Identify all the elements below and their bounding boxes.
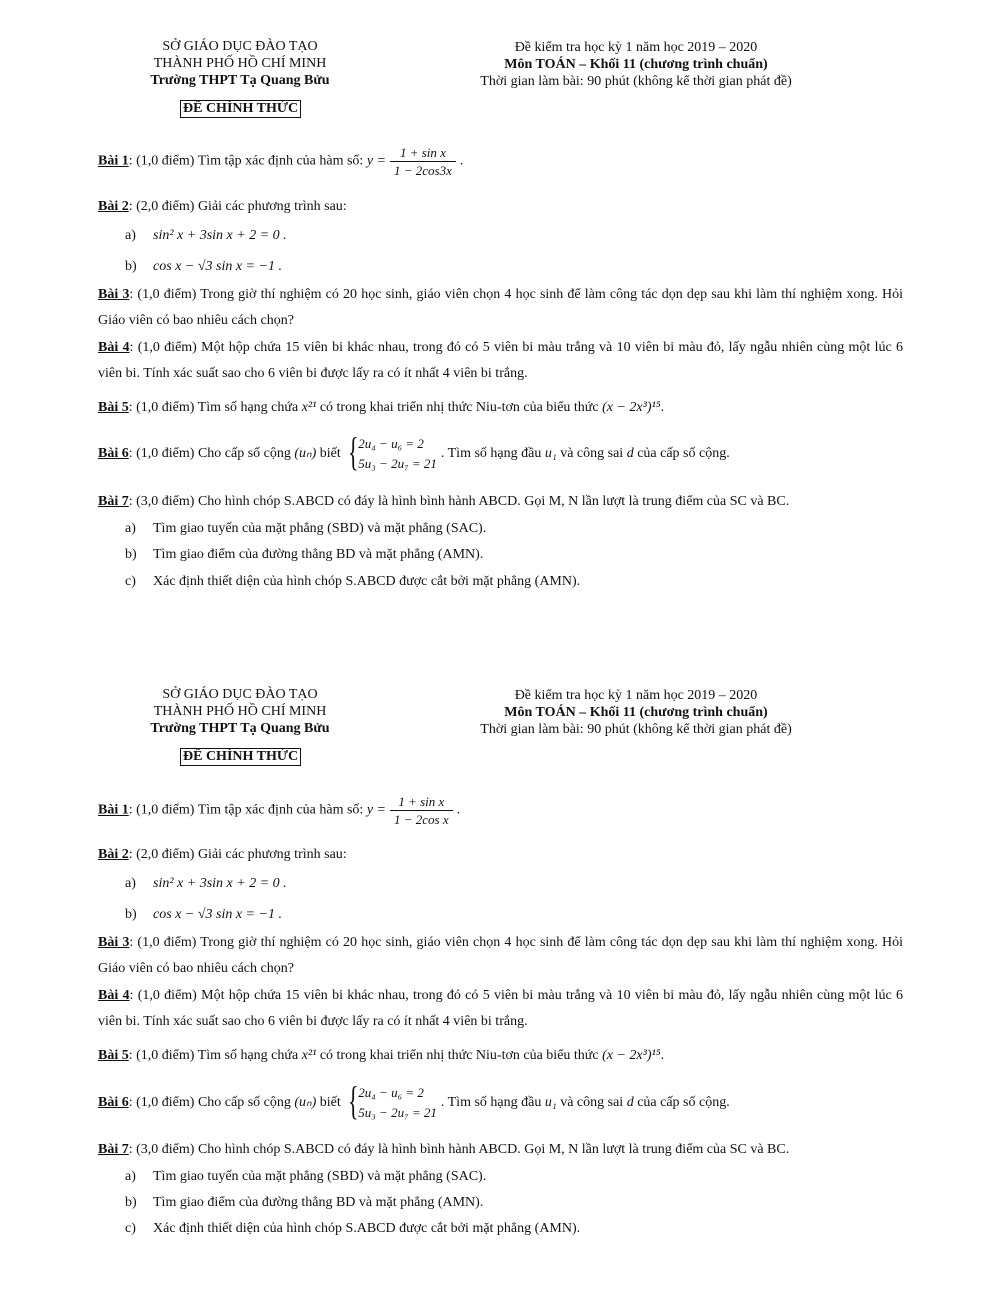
question-6 [98, 1078, 902, 1123]
equation: cos x − √3 sin x = −1 . [153, 259, 282, 274]
item-key: a) [125, 228, 136, 243]
item-key: a) [125, 521, 136, 536]
first-term: u₁ [544, 1095, 557, 1111]
item-text: Xác định thiết diện của hình chóp S.ABCD được cắt bởi mặt phẳng (AMN). [153, 574, 581, 589]
sequence: (uₙ) [294, 446, 317, 462]
dept-name: SỞ GIÁO DỤC ĐÀO TẠO [162, 39, 318, 54]
exam-copy-2 [0, 686, 1000, 1306]
know-text: biết [319, 446, 341, 462]
question-2 [98, 846, 902, 864]
question-2b [125, 258, 282, 276]
question-label: Bài 4 [98, 988, 130, 1003]
question-1 [98, 793, 902, 828]
rest-text: . Tìm số hạng đầu [440, 1095, 542, 1111]
question-label: Bài 4 [98, 340, 130, 355]
rest-text: . Tìm số hạng đầu [440, 446, 542, 462]
question-text: : (1,0 điểm) Cho cấp số cộng [128, 1095, 291, 1111]
question-3 [98, 930, 903, 982]
question-4 [98, 983, 903, 1035]
question-label: Bài 3 [98, 287, 130, 302]
item-key: c) [125, 574, 136, 589]
header-left [130, 686, 350, 737]
first-term: u₁ [544, 446, 557, 462]
question-2a [125, 875, 287, 893]
system-eq-1: 2u₄ − u₆ = 2 [358, 1085, 424, 1100]
subject-line: Môn TOÁN – Khối 11 (chương trình chuẩn) [504, 57, 768, 72]
equation-system [348, 1078, 437, 1123]
question-5 [98, 1047, 902, 1065]
question-label: Bài 5 [98, 400, 129, 415]
question-text: : (1,0 điểm) Tìm số hạng chứa [128, 400, 299, 415]
exam-title: Đề kiểm tra học kỳ 1 năm học 2019 – 2020 [514, 688, 758, 703]
tail-text: của cấp số cộng. [637, 1095, 730, 1111]
question-label: Bài 1 [98, 802, 129, 818]
question-label: Bài 2 [98, 199, 129, 214]
know-text: biết [319, 1095, 341, 1111]
tail-text: của cấp số cộng. [637, 446, 730, 462]
system-eq-1: 2u₄ − u₆ = 2 [358, 436, 424, 451]
expression: (x − 2x³)¹⁵ [602, 1048, 661, 1063]
question-7c [125, 1220, 580, 1238]
question-label: Bài 7 [98, 1142, 129, 1157]
item-text: Tìm giao điểm của đường thẳng BD và mặt phẳng (AMN). [153, 1195, 484, 1210]
system-eq-2: 5u₃ − 2u₇ = 21 [358, 456, 437, 471]
question-label: Bài 7 [98, 494, 129, 509]
item-key: b) [125, 1195, 137, 1210]
expression: (x − 2x³)¹⁵ [602, 400, 661, 415]
question-text: : (1,0 điểm) Tìm tập xác định của hàm số: [128, 153, 364, 169]
item-text: Tìm giao tuyến của mặt phẳng (SBD) và mặt phẳng (SAC). [153, 1169, 487, 1184]
item-text: Tìm giao tuyến của mặt phẳng (SBD) và mặt phẳng (SAC). [153, 521, 487, 536]
question-7c [125, 573, 580, 591]
question-2b [125, 906, 282, 924]
question-1 [98, 144, 902, 179]
math-y: y = [366, 153, 386, 169]
brace-icon: { [348, 429, 359, 474]
brace-icon: { [348, 1078, 359, 1123]
school-name: Trường THPT Tạ Quang Bửu [150, 721, 330, 736]
header-right [450, 687, 822, 738]
question-6 [98, 429, 902, 474]
question-text: : (1,0 điểm) Một hộp chứa 15 viên bi khác nhau, trong đó có 5 viên bi màu trắng và 10 viên bi màu đỏ, lấy ngẫu nhiên cùng một lúc 6 viên bi. Tính xác suất sao cho 6 viên bi được lấy ra có ít nhất 4 viên bi trắng. [98, 988, 903, 1029]
equation-system [348, 429, 437, 474]
question-label: Bài 1 [98, 153, 129, 169]
question-label: Bài 5 [98, 1048, 129, 1063]
question-label: Bài 2 [98, 847, 129, 862]
item-key: a) [125, 876, 136, 891]
numerator: 1 + sin x [390, 793, 453, 811]
item-key: b) [125, 547, 137, 562]
question-7a [125, 1168, 486, 1186]
math-y: y = [366, 802, 386, 818]
question-text: : (1,0 điểm) Tìm tập xác định của hàm số: [128, 802, 364, 818]
city-name: THÀNH PHỐ HỒ CHÍ MINH [153, 704, 327, 719]
time-line: Thời gian làm bài: 90 phút (không kể thời gian phát đề) [480, 74, 792, 89]
and-text: và công sai [560, 446, 624, 462]
question-text: : (2,0 điểm) Giải các phương trình sau: [128, 847, 347, 862]
question-text: : (1,0 điểm) Tìm số hạng chứa [128, 1048, 299, 1063]
question-7a [125, 520, 486, 538]
fraction [390, 144, 456, 179]
common-difference: d [626, 446, 634, 462]
end-dot: . [660, 1048, 665, 1063]
fraction [390, 793, 453, 828]
equation: cos x − √3 sin x = −1 . [153, 907, 282, 922]
term: x²¹ [301, 400, 317, 415]
question-4 [98, 335, 903, 387]
and-text: và công sai [560, 1095, 624, 1111]
question-text: : (3,0 điểm) Cho hình chóp S.ABCD có đáy là hình bình hành ABCD. Gọi M, N lần lượt là trung điểm của SC và BC. [128, 494, 790, 509]
exam-copy-1 [0, 38, 1000, 658]
school-name: Trường THPT Tạ Quang Bửu [150, 73, 330, 88]
item-key: b) [125, 907, 137, 922]
city-name: THÀNH PHỐ HỒ CHÍ MINH [153, 56, 327, 71]
question-7 [98, 1141, 902, 1159]
question-7b [125, 546, 483, 564]
mid-text: có trong khai triển nhị thức Niu-tơn của biểu thức [319, 400, 599, 415]
question-label: Bài 6 [98, 1095, 129, 1111]
item-text: Xác định thiết diện của hình chóp S.ABCD được cắt bởi mặt phẳng (AMN). [153, 1221, 581, 1236]
header-right [450, 39, 822, 90]
question-2a [125, 227, 287, 245]
question-5 [98, 399, 902, 417]
time-line: Thời gian làm bài: 90 phút (không kể thời gian phát đề) [480, 722, 792, 737]
question-label: Bài 3 [98, 935, 130, 950]
denominator: 1 − 2cos x [393, 812, 449, 827]
item-text: Tìm giao điểm của đường thẳng BD và mặt phẳng (AMN). [153, 547, 484, 562]
system-eq-2: 5u₃ − 2u₇ = 21 [358, 1105, 437, 1120]
exam-title: Đề kiểm tra học kỳ 1 năm học 2019 – 2020 [514, 40, 758, 55]
item-key: b) [125, 259, 137, 274]
denominator: 1 − 2cos3x [393, 163, 452, 178]
question-text: : (1,0 điểm) Cho cấp số cộng [128, 446, 291, 462]
question-text: : (1,0 điểm) Một hộp chứa 15 viên bi khác nhau, trong đó có 5 viên bi màu trắng và 10 viên bi màu đỏ, lấy ngẫu nhiên cùng một lúc 6 viên bi. Tính xác suất sao cho 6 viên bi được lấy ra có ít nhất 4 viên bi trắng. [98, 340, 903, 381]
equation: sin² x + 3sin x + 2 = 0 . [153, 876, 287, 891]
common-difference: d [626, 1095, 634, 1111]
numerator: 1 + sin x [390, 144, 456, 162]
end-dot: . [459, 153, 464, 169]
item-key: a) [125, 1169, 136, 1184]
question-3 [98, 282, 903, 334]
question-7 [98, 493, 902, 511]
question-2 [98, 198, 902, 216]
dept-name: SỞ GIÁO DỤC ĐÀO TẠO [162, 687, 318, 702]
question-text: : (1,0 điểm) Trong giờ thí nghiệm có 20 học sinh, giáo viên chọn 4 học sinh để làm công tác dọn dẹp sau khi làm thí nghiệm xong. Hỏi Giáo viên có bao nhiêu cách chọn? [98, 935, 904, 976]
question-text: : (2,0 điểm) Giải các phương trình sau: [128, 199, 347, 214]
official-badge: ĐỀ CHÍNH THỨC [180, 100, 301, 118]
sequence: (uₙ) [294, 1095, 317, 1111]
question-7b [125, 1194, 483, 1212]
official-badge: ĐỀ CHÍNH THỨC [180, 748, 301, 766]
item-key: c) [125, 1221, 136, 1236]
mid-text: có trong khai triển nhị thức Niu-tơn của biểu thức [319, 1048, 599, 1063]
end-dot: . [456, 802, 461, 818]
question-text: : (3,0 điểm) Cho hình chóp S.ABCD có đáy là hình bình hành ABCD. Gọi M, N lần lượt là trung điểm của SC và BC. [128, 1142, 790, 1157]
equation: sin² x + 3sin x + 2 = 0 . [153, 228, 287, 243]
term: x²¹ [301, 1048, 317, 1063]
subject-line: Môn TOÁN – Khối 11 (chương trình chuẩn) [504, 705, 768, 720]
question-label: Bài 6 [98, 446, 129, 462]
header-left [130, 38, 350, 89]
end-dot: . [660, 400, 665, 415]
question-text: : (1,0 điểm) Trong giờ thí nghiệm có 20 học sinh, giáo viên chọn 4 học sinh để làm công tác dọn dẹp sau khi làm thí nghiệm xong. Hỏi Giáo viên có bao nhiêu cách chọn? [98, 287, 904, 328]
